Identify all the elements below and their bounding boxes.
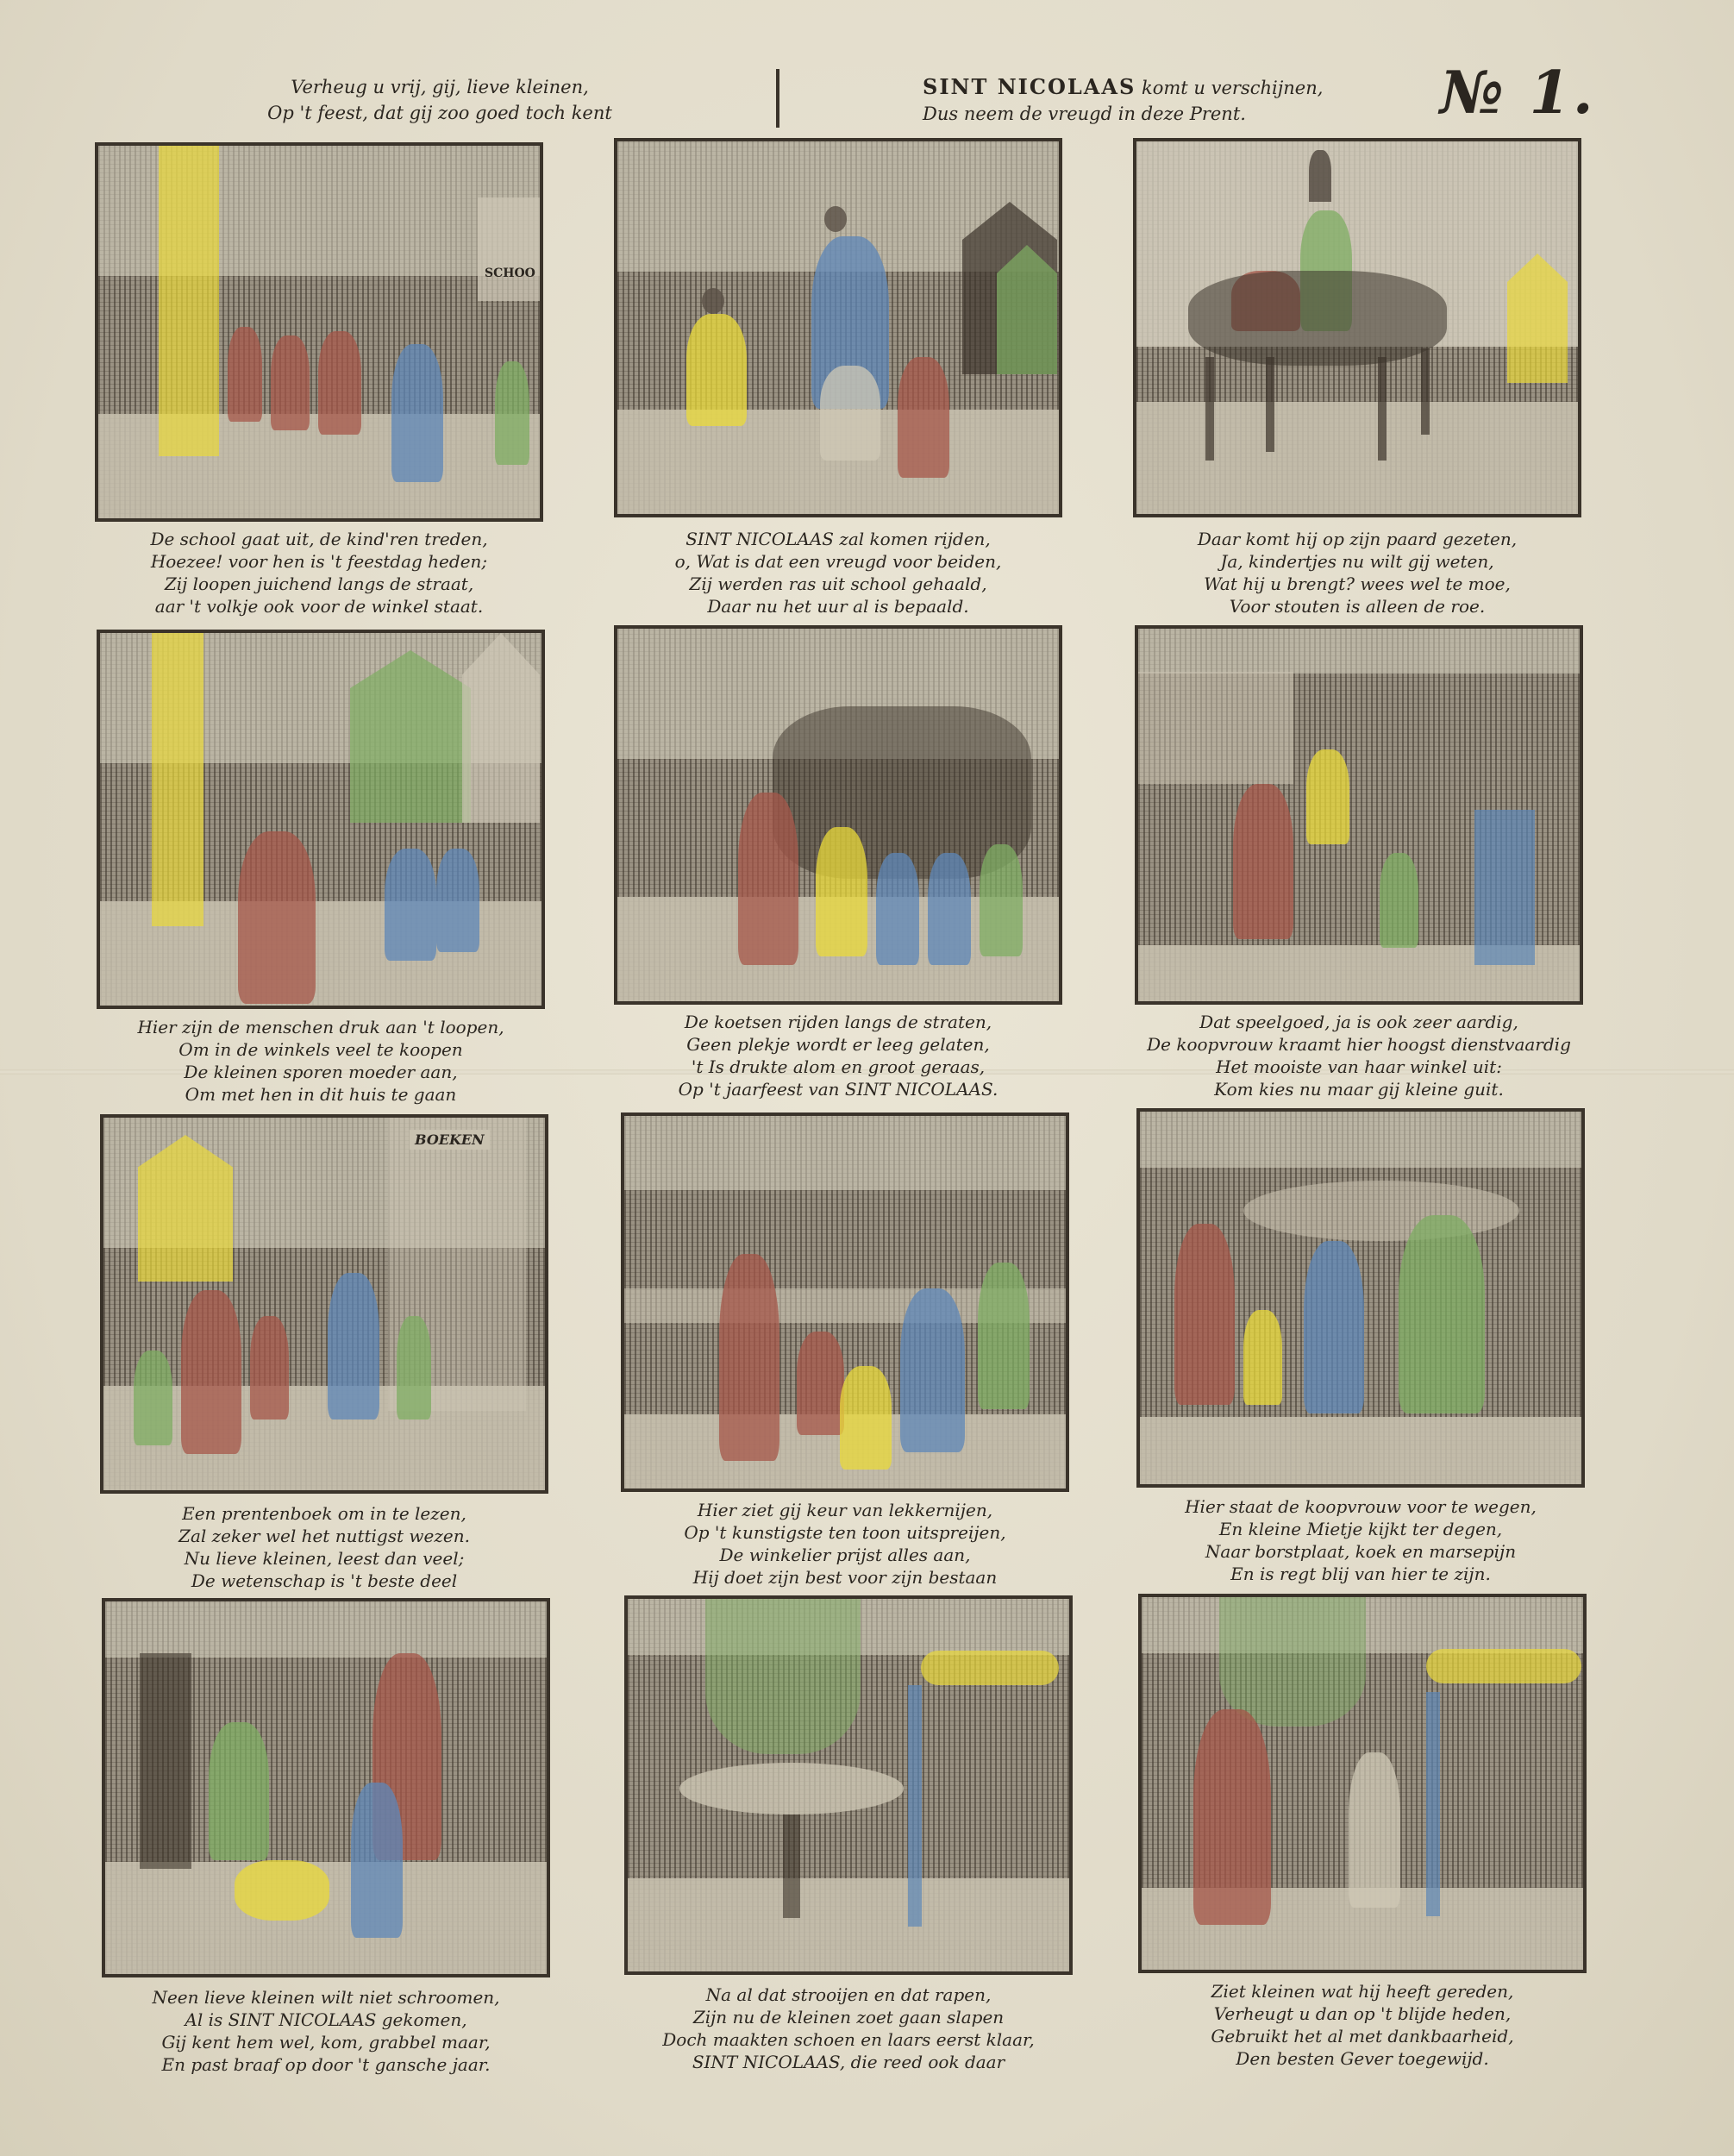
panel-6-toy-shop	[1135, 625, 1583, 1005]
caption-line: Hij doet zijn best voor zijn bestaan	[692, 1567, 998, 1588]
caption-10	[102, 1986, 550, 2076]
header-right-line-2: Dus neem de vreugd in deze Prent.	[923, 103, 1246, 124]
caption-line: Al is SINT NICOLAAS gekomen,	[185, 2009, 467, 2030]
caption-3	[1133, 528, 1581, 617]
caption-line: Hier ziet gij keur van lekkernijen,	[697, 1500, 993, 1520]
caption-9	[1136, 1495, 1585, 1585]
caption-line: Doch maakten schoen en laars eerst klaar,	[662, 2029, 1035, 2050]
caption-line: De wetenschap is 't beste deel	[191, 1570, 458, 1591]
caption-line: De koetsen rijden langs de straten,	[684, 1012, 992, 1032]
panel-8-confectioner	[621, 1112, 1069, 1492]
panel-11-table-night	[624, 1595, 1073, 1975]
caption-11	[624, 1984, 1073, 2073]
caption-line: aar 't volkje ook voor de winkel staat.	[154, 596, 484, 617]
panel-3-sinterklaas-horse	[1133, 138, 1581, 517]
caption-line: Naar borstplaat, koek en marsepijn	[1205, 1541, 1517, 1562]
caption-line: Zijn nu de kleinen zoet gaan slapen	[692, 2007, 1005, 2028]
header-right-line-1-rest: komt u verschijnen,	[1136, 78, 1324, 98]
caption-line: Zij loopen juichend langs de straat,	[164, 573, 474, 594]
caption-2	[614, 528, 1062, 617]
caption-line: De koopvrouw kraamt hier hoogst dienstvaardig	[1147, 1034, 1571, 1055]
caption-line: Dat speelgoed, ja is ook zeer aardig,	[1199, 1012, 1518, 1032]
caption-line: De kleinen sporen moeder aan,	[184, 1062, 458, 1082]
caption-line: Ja, kindertjes nu wilt gij weten,	[1220, 551, 1494, 572]
caption-line: 't Is drukte alom en groot geraas,	[691, 1056, 986, 1077]
caption-5	[614, 1011, 1062, 1100]
panel-1-school-street	[95, 142, 543, 522]
caption-line: Neen lieve kleinen wilt niet schroomen,	[152, 1987, 500, 2008]
caption-line: Zal zeker wel het nuttigst wezen.	[178, 1526, 470, 1546]
caption-line: De school gaat uit, de kind'ren treden,	[150, 529, 488, 549]
header-separator	[776, 69, 779, 128]
panel-2-mother-children	[614, 138, 1062, 517]
caption-line: Hier staat de koopvrouw voor te wegen,	[1185, 1496, 1537, 1517]
caption-8	[621, 1499, 1069, 1589]
caption-line: SINT NICOLAAS, die reed ook daar	[692, 2052, 1005, 2072]
caption-line: Geen plekje wordt er leeg gelaten,	[686, 1034, 990, 1055]
bookshop-sign: BOEKEN	[410, 1130, 490, 1150]
panel-7-bookshop	[100, 1114, 548, 1494]
caption-line: o, Wat is dat een vreugd voor beiden,	[674, 551, 1002, 572]
header-left-line-1: Verheug u vrij, gij, lieve kleinen,	[291, 77, 589, 97]
caption-4	[97, 1016, 545, 1106]
caption-line: Daar komt hij op zijn paard gezeten,	[1197, 529, 1518, 549]
caption-line: Wat hij u brengt? wees wel te moe,	[1204, 573, 1511, 594]
caption-line: Voor stouten is alleen de roe.	[1229, 596, 1486, 617]
caption-line: De winkelier prijst alles aan,	[719, 1545, 971, 1565]
header-verse-right	[923, 74, 1328, 127]
caption-line: En past braaf op door 't gansche jaar.	[161, 2054, 491, 2075]
caption-line: SINT NICOLAAS zal komen rijden,	[685, 529, 991, 549]
header-right-line-1	[923, 74, 1328, 101]
caption-line: Gij kent hem wel, kom, grabbel maar,	[161, 2032, 491, 2053]
panel-4-busy-street	[97, 630, 545, 1009]
print-number: № 1.	[1440, 59, 1596, 128]
caption-line: Gebruikt het al met dankbaarheid,	[1211, 2026, 1514, 2046]
caption-line: Op 't kunstigste ten toon uitspreijen,	[684, 1522, 1006, 1543]
caption-12	[1138, 1980, 1587, 2070]
panel-9-weighing	[1136, 1108, 1585, 1488]
header-left-line-2: Op 't feest, dat gij zoo goed toch kent	[267, 103, 612, 123]
caption-line: Het mooiste van haar winkel uit:	[1216, 1056, 1502, 1077]
caption-line: Hier zijn de menschen druk aan 't loopen,	[137, 1017, 504, 1037]
caption-7	[100, 1502, 548, 1592]
caption-line: En is regt blij van hier te zijn.	[1230, 1564, 1491, 1584]
header-saint-name: SINT NICOLAAS	[923, 74, 1136, 99]
caption-6	[1135, 1011, 1583, 1100]
panel-12-morning-gifts	[1138, 1594, 1587, 1973]
caption-line: Na al dat strooijen en dat rapen,	[705, 1984, 992, 2005]
caption-line: Op 't jaarfeest van SINT NICOLAAS.	[678, 1079, 998, 1100]
caption-line: Daar nu het uur al is bepaald.	[707, 596, 969, 617]
caption-line: Ziet kleinen wat hij heeft gereden,	[1211, 1981, 1514, 2002]
caption-1	[95, 528, 543, 617]
header-verse-left	[259, 74, 621, 126]
panel-5-carriages	[614, 625, 1062, 1005]
caption-line: Een prentenboek om in te lezen,	[182, 1503, 466, 1524]
caption-line: Nu lieve kleinen, leest dan veel;	[184, 1548, 465, 1569]
school-sign: SCHOO	[485, 266, 535, 280]
caption-line: Om met hen in dit huis te gaan	[185, 1084, 457, 1105]
panel-10-scramble	[102, 1598, 550, 1977]
caption-line: Zij werden ras uit school gehaald,	[689, 573, 987, 594]
caption-line: Om in de winkels veel te koopen	[178, 1039, 463, 1060]
caption-line: Hoezee! voor hen is 't feestdag heden;	[150, 551, 488, 572]
caption-line: En kleine Mietje kijkt ter degen,	[1218, 1519, 1503, 1539]
caption-line: Den besten Gever toegewijd.	[1236, 2048, 1489, 2069]
caption-line: Verheugt u dan op 't blijde heden,	[1213, 2003, 1512, 2024]
caption-line: Kom kies nu maar gij kleine guit.	[1214, 1079, 1504, 1100]
